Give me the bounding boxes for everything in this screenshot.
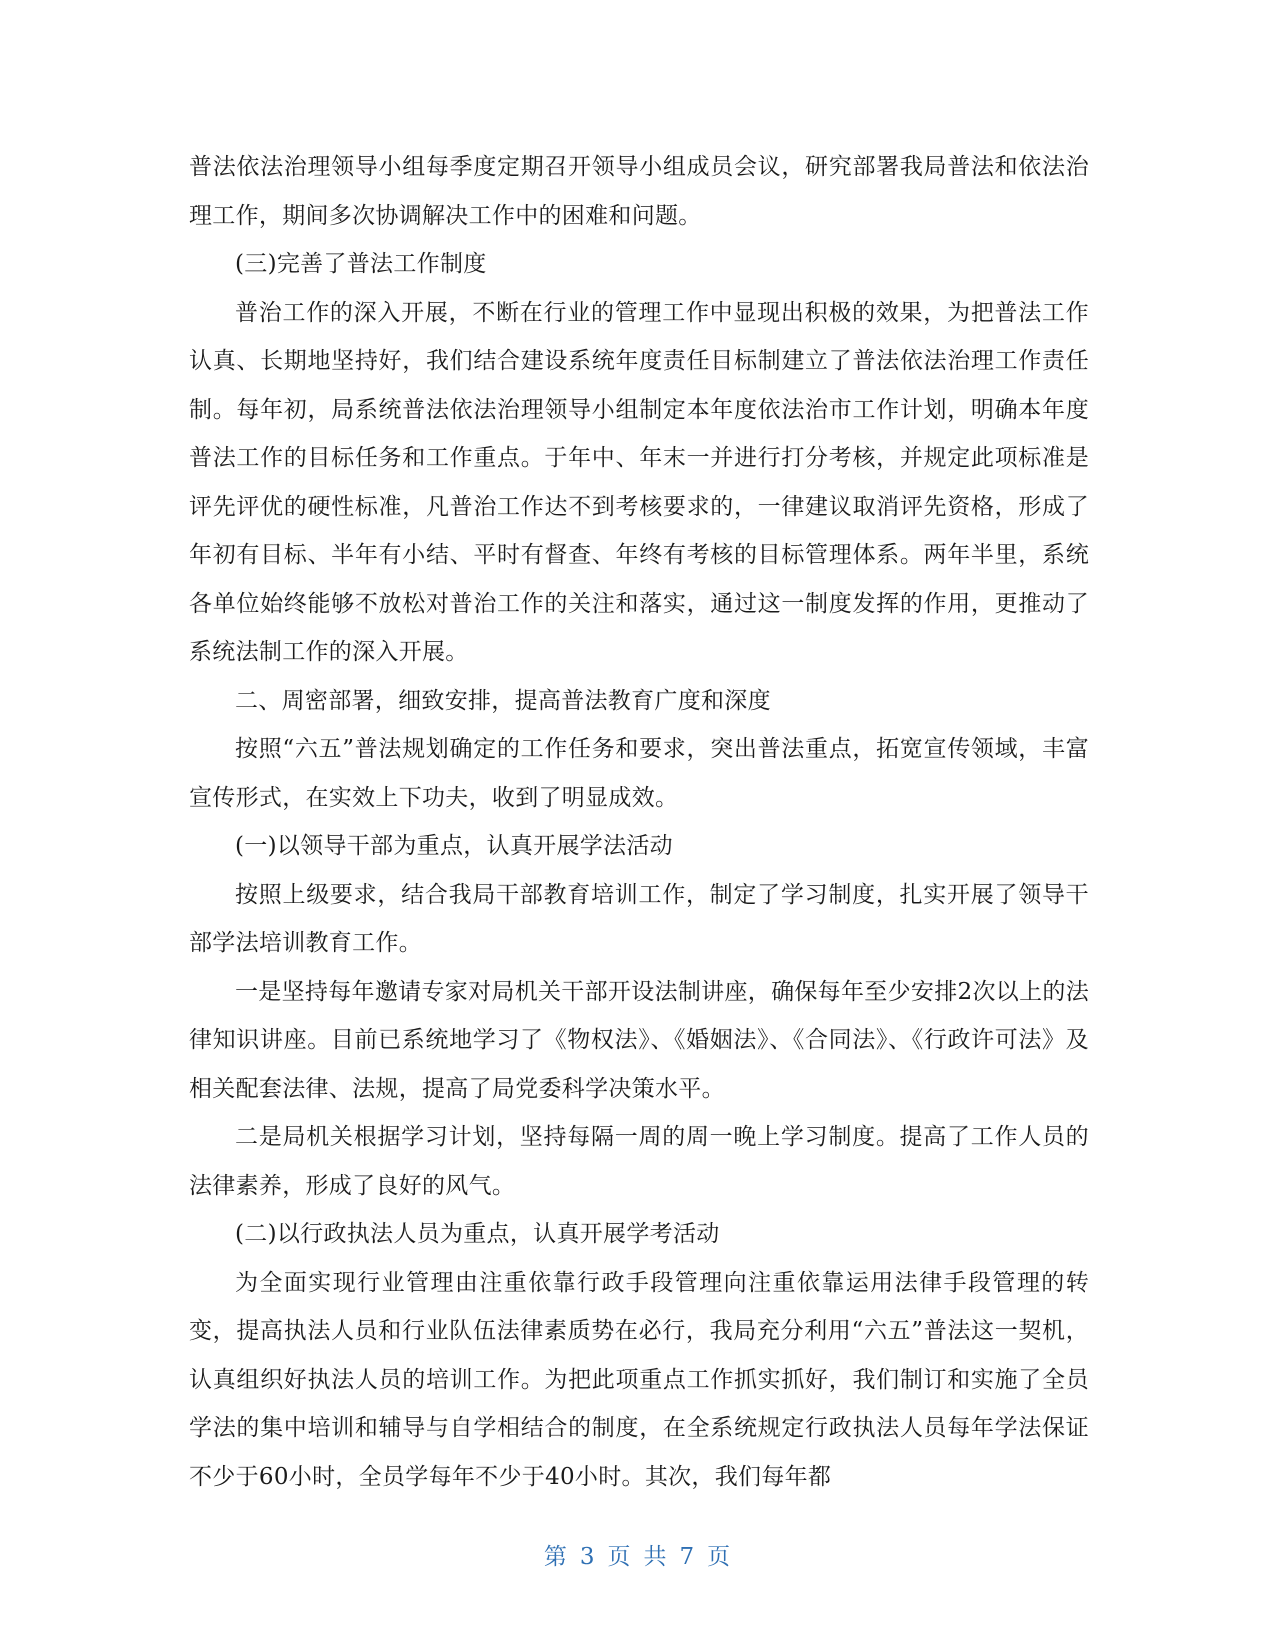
paragraph-plan: 按照“六五”普法规划确定的工作任务和要求，突出普法重点，拓宽宣传领域，丰富宣传形式，在实效上下功夫，收到了明显成效。: [189, 736, 1089, 811]
footer-label-total-unit: 页: [707, 1544, 732, 1570]
section-heading-2: (二)以行政执法人员为重点，认真开展学考活动: [235, 1221, 720, 1247]
footer-total-pages: 7: [679, 1544, 696, 1570]
footer-label-page: 第: [543, 1544, 568, 1570]
chapter-heading-2: 二、周密部署，细致安排，提高普法教育广度和深度: [235, 687, 771, 714]
paragraph-responsibility-system: 普治工作的深入开展，不断在行业的管理工作中显现出积极的效果，为把普法工作认真、长期地坚持好，我们结合建设系统年度责任目标制建立了普法依法治理工作责任制。每年初，局系统普法依法治理领导小组制定本年度依法治市工作计划，明确本年度普法工作的目标任务和工作重点。于年中、年末一并进行打分考核，并规定此项标准是评先评优的硬性标准，凡普治工作达不到考核要求的，一律建议取消评先资格，形成了年初有目标、半年有小结、平时有督查、年终有考核的目标管理体系。两年半里，系统各单位始终能够不放松对普治工作的关注和落实，通过这一制度发挥的作用，更推动了系统法制工作的深入开展。: [189, 299, 1089, 665]
paragraph-lectures: 一是坚持每年邀请专家对局机关干部开设法制讲座，确保每年至少安排2次以上的法律知识讲座。目前已系统地学习了《物权法》、《婚姻法》、《合同法》、《行政许可法》及相关配套法律、法规，提高了局党委科学决策水平。: [189, 978, 1089, 1102]
document-body: [189, 143, 1089, 1501]
paragraph-leader-training: 按照上级要求，结合我局干部教育培训工作，制定了学习制度，扎实开展了领导干部学法培训教育工作。: [189, 881, 1089, 956]
footer-current-page: 3: [579, 1544, 596, 1570]
paragraph-enforcement-training: 为全面实现行业管理由注重依靠行政手段管理向注重依靠运用法律手段管理的转变，提高执法人员和行业队伍法律素质势在必行，我局充分利用“六五”普法这一契机，认真组织好执法人员的培训工作。为把此项重点工作抓实抓好，我们制订和实施了全员学法的集中培训和辅导与自学相结合的制度，在全系统规定行政执法人员每年学法保证不少于60小时，全员学每年不少于40小时。其次，我们每年都: [189, 1269, 1089, 1490]
paragraph-study-schedule: 二是局机关根据学习计划，坚持每隔一周的周一晚上学习制度。提高了工作人员的法律素养，形成了良好的风气。: [189, 1124, 1089, 1199]
page-footer: [0, 1538, 1275, 1571]
section-heading-3: (三)完善了普法工作制度: [235, 251, 487, 277]
paragraph-continuation: 普法依法治理领导小组每季度定期召开领导小组成员会议，研究部署我局普法和依法治理工作，期间多次协调解决工作中的困难和问题。: [189, 154, 1089, 229]
footer-label-total: 共: [643, 1544, 668, 1570]
footer-label-page-unit: 页: [607, 1544, 632, 1570]
section-heading-1: (一)以领导干部为重点，认真开展学法活动: [235, 833, 673, 859]
